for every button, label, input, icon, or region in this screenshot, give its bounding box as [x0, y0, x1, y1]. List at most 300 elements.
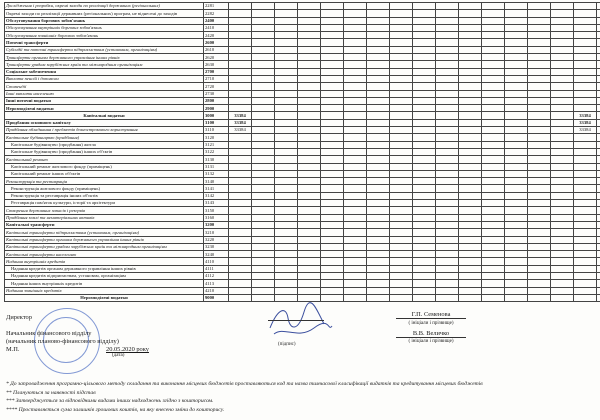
value-cell [505, 32, 528, 39]
row-code: 3160 [204, 214, 229, 221]
value-cell [344, 46, 367, 53]
value-cell [252, 90, 275, 97]
value-cell [482, 68, 505, 75]
value-cell [252, 192, 275, 199]
value-cell [390, 75, 413, 82]
value-cell [551, 280, 574, 287]
value-cell [597, 207, 600, 214]
value-cell [459, 54, 482, 61]
value-cell [321, 148, 344, 155]
row-label: Капітальний ремонт інших об'єктів [5, 170, 204, 177]
value-cell [574, 32, 597, 39]
value-cell [528, 163, 551, 170]
value-cell [413, 287, 436, 294]
value-cell [252, 251, 275, 258]
value-cell [413, 17, 436, 24]
value-cell [551, 178, 574, 185]
value-cell [436, 214, 459, 221]
value-cell [367, 119, 390, 126]
value-cell [505, 287, 528, 294]
row-code: 3132 [204, 170, 229, 177]
value-cell [459, 141, 482, 148]
value-cell [298, 75, 321, 82]
value-cell [252, 214, 275, 221]
value-cell [344, 258, 367, 265]
value-cell [252, 105, 275, 112]
value-cell [597, 229, 600, 236]
value-cell [482, 185, 505, 192]
value-cell [528, 265, 551, 272]
value-cell [459, 280, 482, 287]
value-cell [275, 178, 298, 185]
value-cell [275, 294, 298, 301]
value-cell [321, 200, 344, 207]
value-cell: 33384 [229, 127, 252, 134]
value-cell [344, 32, 367, 39]
value-cell [229, 105, 252, 112]
signature-icon [264, 302, 336, 342]
value-cell [252, 54, 275, 61]
row-code: 2710 [204, 75, 229, 82]
value-cell [528, 83, 551, 90]
value-cell [505, 75, 528, 82]
value-cell [275, 258, 298, 265]
value-cell [482, 265, 505, 272]
value-cell [252, 221, 275, 228]
row-label: Поточні трансферти [5, 39, 204, 46]
value-cell [574, 272, 597, 279]
value-cell [436, 272, 459, 279]
value-cell [482, 214, 505, 221]
row-label: Капітальні видатки [5, 112, 204, 119]
value-cell [597, 287, 600, 294]
value-cell [413, 39, 436, 46]
value-cell [505, 258, 528, 265]
value-cell [505, 61, 528, 68]
value-cell [275, 192, 298, 199]
value-cell [344, 207, 367, 214]
value-cell [390, 46, 413, 53]
value-cell [390, 236, 413, 243]
value-cell [275, 141, 298, 148]
value-cell [252, 3, 275, 10]
value-cell [229, 170, 252, 177]
value-cell [413, 200, 436, 207]
row-code: 3230 [204, 243, 229, 250]
value-cell [574, 46, 597, 53]
value-cell [321, 214, 344, 221]
value-cell [321, 83, 344, 90]
value-cell [505, 272, 528, 279]
value-cell [229, 90, 252, 97]
value-cell [275, 265, 298, 272]
value-cell [367, 39, 390, 46]
row-label: Капітальне будівництво (придбання) інших об'єктів [5, 148, 204, 155]
value-cell [528, 90, 551, 97]
value-cell [298, 68, 321, 75]
value-cell [528, 61, 551, 68]
value-cell [367, 3, 390, 10]
value-cell [459, 83, 482, 90]
value-cell [367, 148, 390, 155]
value-cell [344, 251, 367, 258]
row-code: 3120 [204, 134, 229, 141]
value-cell [298, 258, 321, 265]
value-cell [229, 236, 252, 243]
value-cell [275, 46, 298, 53]
value-cell [436, 68, 459, 75]
value-cell [505, 24, 528, 31]
value-cell [597, 141, 600, 148]
value-cell [597, 127, 600, 134]
value-cell [413, 214, 436, 221]
value-cell [344, 236, 367, 243]
value-cell [252, 61, 275, 68]
table-row [5, 214, 600, 221]
value-cell [597, 163, 600, 170]
value-cell [505, 127, 528, 134]
value-cell [275, 39, 298, 46]
value-cell [459, 287, 482, 294]
value-cell [298, 97, 321, 104]
value-cell [275, 119, 298, 126]
value-cell [574, 54, 597, 61]
value-cell [436, 112, 459, 119]
value-cell [436, 119, 459, 126]
table-row [5, 229, 600, 236]
value-cell [229, 3, 252, 10]
value-cell [413, 90, 436, 97]
value-cell [459, 221, 482, 228]
value-cell [597, 294, 600, 301]
value-cell [367, 54, 390, 61]
footnote: **** Проставляється сума залишків грошових коштів, на яку внесено зміни до кошторису. [6, 406, 225, 413]
value-cell [551, 243, 574, 250]
value-cell [367, 178, 390, 185]
value-cell [298, 39, 321, 46]
value-cell [321, 127, 344, 134]
value-cell [528, 243, 551, 250]
finance-head-line1: Начальник фінансового відділу [6, 330, 92, 337]
value-cell [551, 3, 574, 10]
value-cell [275, 200, 298, 207]
value-cell [413, 3, 436, 10]
value-cell [436, 141, 459, 148]
value-cell [436, 75, 459, 82]
value-cell [275, 221, 298, 228]
row-code: 3210 [204, 229, 229, 236]
value-cell [528, 156, 551, 163]
value-cell [275, 61, 298, 68]
value-cell [367, 200, 390, 207]
value-cell [436, 236, 459, 243]
value-cell [413, 272, 436, 279]
value-cell [344, 112, 367, 119]
value-cell [436, 105, 459, 112]
value-cell [252, 127, 275, 134]
value-cell [298, 134, 321, 141]
value-cell [390, 265, 413, 272]
value-cell [459, 294, 482, 301]
value-cell [436, 10, 459, 17]
value-cell [229, 221, 252, 228]
value-cell [344, 68, 367, 75]
value-cell [597, 90, 600, 97]
value-cell [298, 141, 321, 148]
value-cell [275, 163, 298, 170]
value-cell [551, 148, 574, 155]
value-cell [229, 141, 252, 148]
row-code: 2630 [204, 61, 229, 68]
value-cell [321, 163, 344, 170]
value-cell [367, 185, 390, 192]
row-code: 2730 [204, 90, 229, 97]
row-code: 3140 [204, 178, 229, 185]
value-cell [252, 207, 275, 214]
value-cell [528, 68, 551, 75]
value-cell [252, 185, 275, 192]
value-cell [344, 90, 367, 97]
value-cell [252, 75, 275, 82]
row-label: Соціальне забезпечення [5, 68, 204, 75]
value-cell [344, 185, 367, 192]
value-cell [229, 10, 252, 17]
value-cell [574, 141, 597, 148]
row-label: Надання інших внутрішніх кредитів [5, 280, 204, 287]
value-cell [321, 24, 344, 31]
value-cell [390, 185, 413, 192]
value-cell [436, 148, 459, 155]
value-cell [298, 3, 321, 10]
row-code: 3122 [204, 148, 229, 155]
value-cell [344, 214, 367, 221]
value-cell [436, 24, 459, 31]
row-label: Інші виплати населенню [5, 90, 204, 97]
value-cell [344, 221, 367, 228]
row-label: Капітальне будівництво (придбання) житла [5, 141, 204, 148]
value-cell [597, 265, 600, 272]
value-cell [574, 97, 597, 104]
row-label: Капітальні трансферти підприємствам (установам, організаціям) [5, 229, 204, 236]
value-cell [413, 119, 436, 126]
value-cell [528, 258, 551, 265]
value-cell [597, 280, 600, 287]
value-cell [390, 3, 413, 10]
value-cell [482, 3, 505, 10]
value-cell [597, 17, 600, 24]
value-cell [551, 229, 574, 236]
value-cell [390, 54, 413, 61]
value-cell [436, 192, 459, 199]
value-cell [229, 24, 252, 31]
value-cell [459, 112, 482, 119]
value-cell [321, 178, 344, 185]
value-cell [574, 83, 597, 90]
value-cell [298, 10, 321, 17]
value-cell [551, 24, 574, 31]
value-cell [459, 134, 482, 141]
table-row [5, 258, 600, 265]
row-label: Придбання основного капіталу [5, 119, 204, 126]
value-cell [298, 243, 321, 250]
value-cell [413, 61, 436, 68]
table-row [5, 127, 600, 134]
row-label: Надання внутрішніх кредитів [5, 258, 204, 265]
row-code: 2410 [204, 24, 229, 31]
value-cell [505, 105, 528, 112]
value-cell [551, 207, 574, 214]
value-cell [321, 54, 344, 61]
value-cell [459, 272, 482, 279]
value-cell [275, 156, 298, 163]
table-row [5, 3, 600, 10]
value-cell [574, 192, 597, 199]
value-cell [229, 46, 252, 53]
value-cell [413, 258, 436, 265]
table-row [5, 39, 600, 46]
value-cell: 33384 [574, 112, 597, 119]
value-cell [551, 90, 574, 97]
value-cell [459, 178, 482, 185]
value-cell [459, 24, 482, 31]
value-cell [321, 32, 344, 39]
value-cell [482, 294, 505, 301]
value-cell [436, 265, 459, 272]
value-cell [436, 83, 459, 90]
value-cell [275, 97, 298, 104]
value-cell [321, 272, 344, 279]
value-cell [344, 192, 367, 199]
value-cell [321, 97, 344, 104]
value-cell [229, 17, 252, 24]
value-cell [321, 236, 344, 243]
value-cell [321, 68, 344, 75]
value-cell [344, 3, 367, 10]
value-cell [367, 251, 390, 258]
value-cell [275, 32, 298, 39]
value-cell [413, 54, 436, 61]
value-cell [459, 156, 482, 163]
value-cell [229, 97, 252, 104]
value-cell [551, 46, 574, 53]
value-cell [528, 105, 551, 112]
value-cell [275, 105, 298, 112]
row-code: 4210 [204, 287, 229, 294]
row-label: Капітальний ремонт [5, 156, 204, 163]
row-label: Виплата пенсій і допомоги [5, 75, 204, 82]
value-cell [436, 90, 459, 97]
value-cell [229, 207, 252, 214]
signature-caption: (підпис) [278, 342, 296, 347]
value-cell [551, 39, 574, 46]
value-cell [505, 83, 528, 90]
value-cell [367, 170, 390, 177]
row-code: 2620 [204, 54, 229, 61]
value-cell [413, 148, 436, 155]
value-cell [321, 134, 344, 141]
value-cell [482, 17, 505, 24]
value-cell [436, 39, 459, 46]
value-cell [413, 112, 436, 119]
value-cell [551, 214, 574, 221]
value-cell [298, 61, 321, 68]
value-cell [367, 243, 390, 250]
value-cell [505, 39, 528, 46]
value-cell [482, 280, 505, 287]
value-cell [528, 251, 551, 258]
value-cell [528, 170, 551, 177]
value-cell [505, 112, 528, 119]
value-cell [390, 287, 413, 294]
value-cell [574, 207, 597, 214]
value-cell [574, 221, 597, 228]
value-cell [321, 207, 344, 214]
value-cell [574, 200, 597, 207]
finance-head-name: В.В. Величко [396, 330, 466, 338]
value-cell [505, 119, 528, 126]
value-cell [390, 192, 413, 199]
table-row [5, 280, 600, 287]
value-cell [505, 200, 528, 207]
value-cell [321, 61, 344, 68]
value-cell [390, 156, 413, 163]
value-cell [551, 236, 574, 243]
row-code: 3143 [204, 200, 229, 207]
table-row [5, 68, 600, 75]
value-cell [574, 243, 597, 250]
value-cell [275, 112, 298, 119]
value-cell [298, 156, 321, 163]
value-cell [275, 17, 298, 24]
value-cell [390, 148, 413, 155]
value-cell [482, 141, 505, 148]
value-cell [298, 272, 321, 279]
value-cell [252, 83, 275, 90]
row-label: Субсидії та поточні трансферти підприємствам (установам, організаціям) [5, 46, 204, 53]
value-cell [551, 10, 574, 17]
table-row [5, 97, 600, 104]
value-cell [229, 32, 252, 39]
row-label: Нерозподілені видатки [5, 105, 204, 112]
value-cell [390, 178, 413, 185]
value-cell [275, 287, 298, 294]
value-cell [413, 163, 436, 170]
value-cell [367, 134, 390, 141]
value-cell [252, 134, 275, 141]
value-cell [482, 61, 505, 68]
value-cell [252, 39, 275, 46]
value-cell [298, 112, 321, 119]
row-label: Трансферти органам державного управління інших рівнів [5, 54, 204, 61]
value-cell [551, 221, 574, 228]
value-cell [321, 287, 344, 294]
value-cell [436, 32, 459, 39]
value-cell [482, 243, 505, 250]
value-cell [574, 105, 597, 112]
value-cell [275, 243, 298, 250]
value-cell [321, 251, 344, 258]
value-cell [597, 251, 600, 258]
value-cell [367, 265, 390, 272]
value-cell [344, 10, 367, 17]
value-cell [321, 294, 344, 301]
value-cell [528, 127, 551, 134]
value-cell [321, 46, 344, 53]
value-cell [390, 280, 413, 287]
footnote: *** Затверджується за відповідними видами інших надходжень згідно з кошторисом. [6, 398, 214, 405]
value-cell [321, 105, 344, 112]
value-cell [528, 280, 551, 287]
